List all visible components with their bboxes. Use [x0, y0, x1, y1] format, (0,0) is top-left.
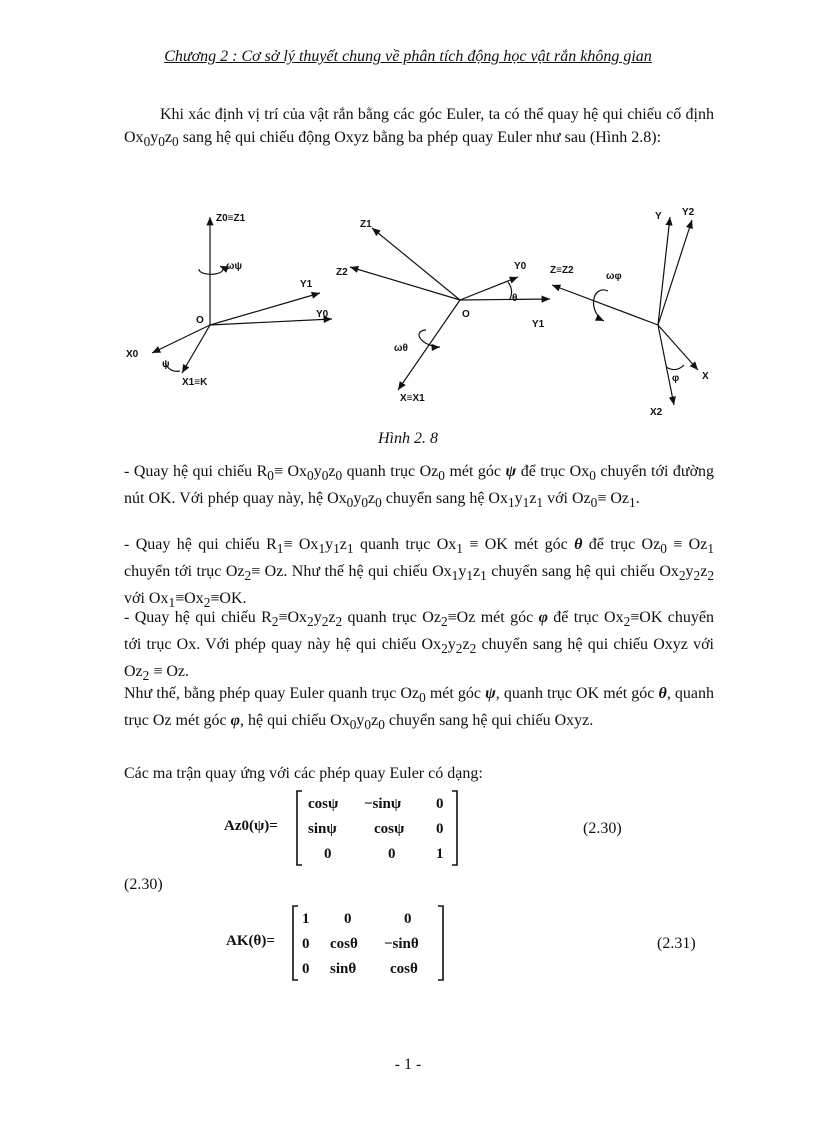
eq2-right-bracket	[438, 906, 443, 980]
page-number: - 1 -	[394, 1056, 422, 1073]
eq1-number: (2.30)	[583, 820, 622, 837]
label-z-z2: Z≡Z2	[550, 265, 574, 276]
eq1-cell: sinψ	[308, 821, 337, 837]
eq1-lhs: Az0(ψ)=	[224, 818, 278, 834]
eq1-cell: −sinψ	[364, 796, 402, 812]
eq1-right-bracket	[452, 791, 457, 865]
eq2-matrix	[290, 903, 450, 983]
stray-eq-number: (2.30)	[124, 876, 163, 893]
eq1-cell: 0	[388, 846, 396, 862]
label-x1-k: X1≡K	[182, 377, 208, 388]
eq1-cell: 0	[436, 821, 444, 837]
step-1: - Quay hệ qui chiếu $R_0\equiv Ox_0y_0z_0$ quanh trục $Oz_0$ mét góc ψ để trục $Ox_0$ chuyển tới đường nút OK. Với phép quay này, hệ $Ox_0y_0z_0$ chuyển sang hệ $Ox_1y_1z_1$ với $Oz_0\equiv Oz_1$.	[124, 463, 715, 511]
page-header: Chương 2 : Cơ sở lý thuyết chung về phân tích động học vật rắn không gian	[164, 48, 652, 65]
label-phi: φ	[672, 373, 680, 384]
label-x-x1: X≡X1	[400, 393, 425, 404]
summary-paragraph: Như thế, bằng phép quay Euler quanh trục $Oz_0$ mét góc ψ, quanh trục OK mét góc θ, quanh trục Oz mét góc φ, hệ qui chiếu $Ox_0y_0z_0$ chuyển sang hệ qui chiếu Oxyz.	[124, 685, 715, 733]
eq1-cell: 0	[324, 846, 332, 862]
eq2-left-bracket	[293, 906, 298, 980]
eq2-cell: 1	[302, 911, 310, 927]
eq2-cell: cosθ	[390, 961, 418, 977]
label-x0: X0	[126, 349, 139, 360]
label-y: Y	[655, 211, 662, 222]
label-z1: Z1	[360, 219, 372, 230]
label-z2: Z2	[336, 267, 348, 278]
d1-rotation-arrow	[199, 266, 223, 274]
eq1-cell: 1	[436, 846, 444, 862]
figure-caption: Hình 2. 8	[378, 430, 438, 447]
eq1-matrix	[294, 788, 464, 868]
euler-rotation-figure	[110, 195, 730, 425]
eq2-cell: 0	[302, 961, 310, 977]
label-y1: Y1	[300, 279, 313, 290]
eq2-cell: −sinθ	[384, 936, 419, 952]
d3-z-axis	[552, 285, 658, 325]
label-omega-theta: ωθ	[394, 343, 408, 354]
intro-paragraph	[124, 103, 714, 153]
eq2-cell: 0	[302, 936, 310, 952]
intro-text: Khi xác định vị trí của vật rắn bằng các góc Euler, ta có thể quay hệ qui chiếu cố định $Ox_0y_0z_0$ sang hệ qui chiếu động Oxyz bằng ba phép quay Euler như sau (Hình 2.8):	[124, 106, 714, 150]
eq2-cell: sinθ	[330, 961, 357, 977]
label-x2: X2	[650, 407, 663, 418]
label-psi: ψ	[162, 359, 170, 370]
d3-y2-axis	[658, 220, 692, 325]
label-omega-phi: ωφ	[606, 271, 622, 282]
label-theta: θ	[512, 293, 518, 304]
label-d2-y1: Y1	[532, 319, 545, 330]
eq2-lhs: AK(θ)=	[226, 933, 275, 949]
label-y0: Y0	[316, 309, 329, 320]
d3-x2-axis	[658, 325, 674, 405]
label-y2: Y2	[682, 207, 695, 218]
eq1-cell: cosψ	[374, 821, 405, 837]
eq2-cell: cosθ	[330, 936, 358, 952]
eq2-number: (2.31)	[657, 935, 696, 952]
matrices-intro: Các ma trận quay ứng với các phép quay Euler có dạng:	[124, 765, 483, 782]
label-origin-1: O	[196, 315, 204, 326]
d2-y0-axis	[460, 277, 518, 300]
d2-z2-axis	[350, 267, 460, 300]
eq1-left-bracket	[297, 791, 302, 865]
label-x: X	[702, 371, 709, 382]
label-origin-2: O	[462, 309, 470, 320]
eq2-cell: 0	[404, 911, 412, 927]
eq1-cell: 0	[436, 796, 444, 812]
d2-z1-axis	[372, 228, 460, 300]
d2-y1-axis	[460, 299, 550, 300]
label-z0-z1: Z0≡Z1	[216, 213, 246, 224]
label-omega-psi: ωψ	[226, 261, 242, 272]
step-3: - Quay hệ qui chiếu $R_2\equiv Ox_2y_2z_2$ quanh trục $Oz_2\equiv Oz$ mét góc φ để trục $Ox_2\equiv OK$ chuyển tới trục Ox. Với phép quay này hệ qui chiếu $Ox_2y_2z_2$ chuyển sang hệ qui chiếu Oxyz với $Oz_2 \equiv Oz$.	[124, 609, 715, 684]
step-2: - Quay hệ qui chiếu $R_1\equiv Ox_1y_1z_1$ quanh trục $Ox_1$ ≡ OK mét góc θ để trục $Oz_0 \equiv Oz_1$ chuyển tới trục $Oz_2\equiv Oz$. Như thế hệ qui chiếu $Ox_1y_1z_1$ chuyển sang hệ qui chiếu $Ox_2y_2z_2$ với $Ox_1\equiv Ox_2\equiv OK$.	[124, 536, 715, 611]
d3-x-axis	[658, 325, 698, 370]
d3-y-axis	[658, 217, 670, 325]
label-d2-y0: Y0	[514, 261, 527, 272]
d3-phi-arc	[666, 365, 684, 370]
eq1-cell: cosψ	[308, 796, 339, 812]
eq2-cell: 0	[344, 911, 352, 927]
